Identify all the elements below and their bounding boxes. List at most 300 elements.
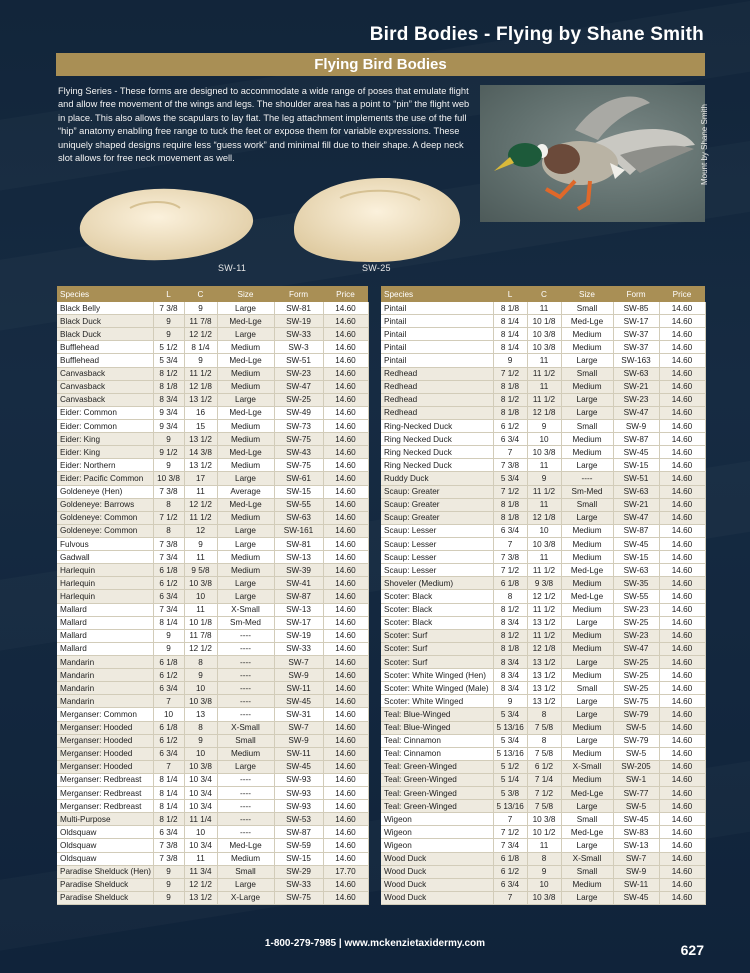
table-cell: 7 1/2 xyxy=(493,485,527,498)
table-cell: 14.60 xyxy=(323,551,368,564)
table-cell: 10 xyxy=(184,747,217,760)
table-cell: Medium xyxy=(217,459,274,472)
table-cell: Medium xyxy=(561,380,613,393)
table-row xyxy=(381,747,705,760)
table-cell: 8 1/8 xyxy=(493,511,527,524)
table-cell: 7 3/4 xyxy=(493,839,527,852)
table-cell: 7 5/8 xyxy=(527,747,561,760)
table-cell: Eider: King xyxy=(57,446,153,459)
table-cell: Large xyxy=(217,524,274,537)
table-cell: 11 7/8 xyxy=(184,629,217,642)
table-cell: Teal: Blue-Winged xyxy=(381,721,493,734)
table-cell: Black Duck xyxy=(57,328,153,341)
table-cell: 10 1/2 xyxy=(527,826,561,839)
table-cell: 6 1/2 xyxy=(493,865,527,878)
table-cell: SW-49 xyxy=(274,406,323,419)
table-cell: 14.60 xyxy=(659,616,705,629)
table-cell: Wigeon xyxy=(381,839,493,852)
table-cell: Average xyxy=(217,485,274,498)
table-cell: 9 xyxy=(527,419,561,432)
table-cell: 14.60 xyxy=(323,708,368,721)
table-cell: SW-11 xyxy=(274,747,323,760)
table-cell: Bufflehead xyxy=(57,354,153,367)
table-cell: Pintail xyxy=(381,302,493,315)
table-cell: Med-Lge xyxy=(217,498,274,511)
table-cell: 11 xyxy=(527,839,561,852)
table-cell: 14.60 xyxy=(323,682,368,695)
table-header-row xyxy=(57,286,368,302)
table-cell: Pintail xyxy=(381,341,493,354)
table-cell: 14.60 xyxy=(659,419,705,432)
table-cell: Mallard xyxy=(57,642,153,655)
table-cell: 10 3/4 xyxy=(184,800,217,813)
table-cell: Large xyxy=(217,878,274,891)
table-cell: 14.60 xyxy=(323,787,368,800)
table-cell: SW-23 xyxy=(274,367,323,380)
column-header: Price xyxy=(659,286,705,302)
table-cell: 14.60 xyxy=(659,878,705,891)
table-cell: Large xyxy=(217,302,274,315)
intro-paragraph: Flying Series - These forms are designed to accommodate a wide range of poses that emulate flight and allow free movement of the wings and legs. The shoulder area has a point to “pin” the flight web in place. This also allows the scapulars to lay flat. The leg attachment implements the use of the full “hip” anatomy enabling free range to tuck the feet or expose them for variable expressions. These uniquely shaped designs require less “guess work” and minimal fill due to their shape. A deep neck slot allows for free neck movement as well. xyxy=(58,86,470,164)
table-cell: Teal: Green-Winged xyxy=(381,760,493,773)
table-cell: 7 5/8 xyxy=(527,800,561,813)
table-cell: 11 1/4 xyxy=(184,813,217,826)
table-cell: SW-33 xyxy=(274,328,323,341)
table-cell: Scoter: White Winged xyxy=(381,695,493,708)
table-row xyxy=(381,813,705,826)
table-cell: Merganser: Common xyxy=(57,708,153,721)
table-cell: 9 xyxy=(153,642,184,655)
table-cell: Bufflehead xyxy=(57,341,153,354)
table-row xyxy=(381,734,705,747)
table-cell: 10 3/4 xyxy=(184,839,217,852)
duck-mount-photo xyxy=(480,85,705,222)
table-cell: 8 1/4 xyxy=(493,328,527,341)
table-row xyxy=(57,629,368,642)
table-cell: 6 1/2 xyxy=(153,577,184,590)
table-cell: Small xyxy=(217,865,274,878)
table-header-row xyxy=(381,286,705,302)
table-row xyxy=(381,419,705,432)
table-cell: Medium xyxy=(217,747,274,760)
table-cell: 14.60 xyxy=(323,760,368,773)
table-cell: 8 xyxy=(527,734,561,747)
table-cell: SW-59 xyxy=(274,839,323,852)
table-cell: Medium xyxy=(561,524,613,537)
table-cell: 9 xyxy=(493,695,527,708)
table-row xyxy=(57,419,368,432)
table-cell: 9 xyxy=(153,865,184,878)
table-cell: 12 1/8 xyxy=(527,511,561,524)
table-row xyxy=(381,669,705,682)
table-cell: 8 1/2 xyxy=(493,393,527,406)
table-cell: Teal: Green-Winged xyxy=(381,787,493,800)
table-cell: Medium xyxy=(561,433,613,446)
table-cell: 9 xyxy=(493,354,527,367)
table-cell: 14.60 xyxy=(659,551,705,564)
table-cell: SW-205 xyxy=(613,760,659,773)
table-row xyxy=(57,760,368,773)
table-row xyxy=(57,315,368,328)
table-cell: 14.60 xyxy=(659,682,705,695)
table-cell: 13 1/2 xyxy=(184,891,217,904)
table-cell: SW-79 xyxy=(613,708,659,721)
table-cell: 9 5/8 xyxy=(184,564,217,577)
table-cell: 14.60 xyxy=(323,813,368,826)
table-row xyxy=(381,878,705,891)
table-cell: 14.60 xyxy=(323,603,368,616)
table-cell: 14.60 xyxy=(659,800,705,813)
table-cell: Med-Lge xyxy=(561,787,613,800)
table-cell: 11 xyxy=(527,380,561,393)
table-cell: SW-43 xyxy=(274,446,323,459)
table-cell: Pintail xyxy=(381,354,493,367)
table-cell: 7 3/8 xyxy=(153,302,184,315)
table-cell: SW-13 xyxy=(274,551,323,564)
table-cell: 5 1/2 xyxy=(493,760,527,773)
table-cell: SW-45 xyxy=(613,891,659,904)
table-cell: Med-Lge xyxy=(561,315,613,328)
table-cell: Large xyxy=(561,459,613,472)
table-cell: Harlequin xyxy=(57,590,153,603)
table-row xyxy=(381,865,705,878)
table-cell: X-Small xyxy=(217,603,274,616)
table-cell: 5 1/2 xyxy=(153,341,184,354)
table-cell: 14.60 xyxy=(659,721,705,734)
table-cell: 6 3/4 xyxy=(153,590,184,603)
table-row xyxy=(381,551,705,564)
table-row xyxy=(57,524,368,537)
table-cell: SW-75 xyxy=(274,433,323,446)
table-cell: 5 3/4 xyxy=(493,734,527,747)
table-cell: 14.60 xyxy=(659,629,705,642)
table-cell: Eider: Common xyxy=(57,419,153,432)
table-cell: Pintail xyxy=(381,328,493,341)
table-cell: 12 xyxy=(184,524,217,537)
table-cell: 8 xyxy=(527,852,561,865)
table-cell: Paradise Shelduck xyxy=(57,891,153,904)
table-cell: 14.60 xyxy=(659,498,705,511)
table-cell: SW-5 xyxy=(613,721,659,734)
table-row xyxy=(381,485,705,498)
table-cell: Medium xyxy=(217,551,274,564)
table-cell: Merganser: Hooded xyxy=(57,760,153,773)
table-cell: Medium xyxy=(561,773,613,786)
table-cell: 6 1/2 xyxy=(527,760,561,773)
table-cell: 5 3/4 xyxy=(153,354,184,367)
table-cell: Scaup: Lesser xyxy=(381,551,493,564)
table-cell: SW-63 xyxy=(613,367,659,380)
table-cell: SW-47 xyxy=(274,380,323,393)
table-cell: SW-55 xyxy=(274,498,323,511)
table-row xyxy=(57,302,368,315)
table-cell: SW-45 xyxy=(274,695,323,708)
table-cell: 10 xyxy=(527,433,561,446)
table-cell: SW-21 xyxy=(613,380,659,393)
table-row xyxy=(381,524,705,537)
table-cell: Oldsquaw xyxy=(57,826,153,839)
table-cell: 6 1/8 xyxy=(493,852,527,865)
table-cell: Medium xyxy=(217,341,274,354)
table-cell: SW-75 xyxy=(613,695,659,708)
table-row xyxy=(57,747,368,760)
table-cell: Mandarin xyxy=(57,695,153,708)
table-row xyxy=(57,852,368,865)
table-cell: 13 1/2 xyxy=(527,695,561,708)
table-row xyxy=(57,734,368,747)
table-cell: 14.60 xyxy=(323,406,368,419)
table-row xyxy=(381,682,705,695)
table-cell: ---- xyxy=(217,669,274,682)
table-cell: 12 1/2 xyxy=(184,498,217,511)
table-cell: SW-51 xyxy=(274,354,323,367)
table-cell: Mandarin xyxy=(57,682,153,695)
table-row xyxy=(381,642,705,655)
table-cell: 14.60 xyxy=(323,328,368,341)
table-cell: Scoter: Black xyxy=(381,590,493,603)
table-row xyxy=(57,341,368,354)
table-cell: 14.60 xyxy=(323,498,368,511)
table-cell: SW-11 xyxy=(274,682,323,695)
table-cell: Goldeneye (Hen) xyxy=(57,485,153,498)
table-cell: 7 5/8 xyxy=(527,721,561,734)
table-cell: 14.60 xyxy=(659,747,705,760)
table-cell: 9 3/8 xyxy=(527,577,561,590)
table-cell: 6 3/4 xyxy=(493,524,527,537)
table-cell: 14.60 xyxy=(323,459,368,472)
table-cell: 8 1/2 xyxy=(493,603,527,616)
table-row xyxy=(57,682,368,695)
table-cell: 7 xyxy=(493,891,527,904)
table-row xyxy=(57,891,368,904)
table-row xyxy=(381,800,705,813)
table-row xyxy=(57,406,368,419)
table-cell: 9 xyxy=(153,328,184,341)
table-cell: Wood Duck xyxy=(381,865,493,878)
form-label-left: SW-11 xyxy=(218,263,247,273)
table-cell: Medium xyxy=(561,341,613,354)
table-cell: Large xyxy=(217,393,274,406)
table-cell: SW-85 xyxy=(613,302,659,315)
table-row xyxy=(57,367,368,380)
table-cell: 7 1/2 xyxy=(153,511,184,524)
table-row xyxy=(57,328,368,341)
table-cell: 6 3/4 xyxy=(153,747,184,760)
table-cell: Medium xyxy=(561,577,613,590)
table-cell: SW-77 xyxy=(613,787,659,800)
table-cell: Medium xyxy=(561,551,613,564)
table-cell: Eider: King xyxy=(57,433,153,446)
table-cell: 9 xyxy=(184,669,217,682)
table-cell: SW-63 xyxy=(613,564,659,577)
photo-credit: Mount by Shane Smith xyxy=(700,104,709,185)
table-cell: 14.60 xyxy=(659,642,705,655)
form-label-right: SW-25 xyxy=(362,263,391,273)
table-cell: 9 xyxy=(153,315,184,328)
table-cell: Scaup: Greater xyxy=(381,485,493,498)
table-cell: SW-93 xyxy=(274,800,323,813)
table-cell: 14.60 xyxy=(659,367,705,380)
table-cell: Black Belly xyxy=(57,302,153,315)
table-row xyxy=(57,721,368,734)
table-cell: 12 1/2 xyxy=(184,642,217,655)
table-cell: Scaup: Greater xyxy=(381,511,493,524)
table-cell: 8 1/4 xyxy=(153,787,184,800)
table-row xyxy=(57,800,368,813)
table-cell: Wood Duck xyxy=(381,878,493,891)
table-cell: Teal: Cinnamon xyxy=(381,747,493,760)
table-cell: 14.60 xyxy=(659,354,705,367)
table-cell: 8 3/4 xyxy=(493,616,527,629)
table-cell: ---- xyxy=(217,642,274,655)
table-cell: SW-17 xyxy=(274,616,323,629)
body-form-sw-25-image xyxy=(290,170,465,270)
column-header: L xyxy=(493,286,527,302)
table-cell: 10 xyxy=(184,590,217,603)
table-cell: Teal: Green-Winged xyxy=(381,800,493,813)
table-cell: 5 3/4 xyxy=(493,472,527,485)
table-cell: 8 1/4 xyxy=(184,341,217,354)
table-cell: 16 xyxy=(184,406,217,419)
table-cell: Med-Lge xyxy=(217,839,274,852)
table-cell: 7 3/8 xyxy=(153,839,184,852)
table-cell: SW-45 xyxy=(613,446,659,459)
table-cell: X-Small xyxy=(561,852,613,865)
table-cell: Large xyxy=(561,839,613,852)
table-cell: Medium xyxy=(561,642,613,655)
table-row xyxy=(381,511,705,524)
table-cell: Scoter: White Winged (Hen) xyxy=(381,669,493,682)
table-cell: 11 1/2 xyxy=(184,367,217,380)
table-cell: 6 1/2 xyxy=(493,419,527,432)
table-cell: SW-55 xyxy=(613,590,659,603)
footer-contact: 1-800-279-7985 | www.mckenzietaxidermy.com xyxy=(264,938,486,949)
table-cell: ---- xyxy=(217,629,274,642)
table-cell: 14.60 xyxy=(323,616,368,629)
table-cell: Large xyxy=(217,590,274,603)
table-cell: 14.60 xyxy=(659,839,705,852)
table-cell: Large xyxy=(217,760,274,773)
table-cell: Med-Lge xyxy=(561,564,613,577)
table-row xyxy=(57,695,368,708)
table-cell: 12 1/2 xyxy=(527,590,561,603)
table-row xyxy=(381,367,705,380)
table-cell: 9 3/4 xyxy=(153,419,184,432)
table-cell: Scoter: White Winged (Male) xyxy=(381,682,493,695)
table-cell: 11 1/2 xyxy=(527,367,561,380)
table-cell: SW-23 xyxy=(613,393,659,406)
column-header: C xyxy=(184,286,217,302)
table-cell: 10 xyxy=(527,878,561,891)
table-cell: 11 xyxy=(184,485,217,498)
table-cell: 14.60 xyxy=(659,446,705,459)
table-cell: 7 3/8 xyxy=(153,485,184,498)
table-cell: 10 3/8 xyxy=(153,472,184,485)
table-cell: SW-41 xyxy=(274,577,323,590)
table-row xyxy=(381,760,705,773)
table-cell: 14.60 xyxy=(659,537,705,550)
table-cell: 8 1/8 xyxy=(493,302,527,315)
table-row xyxy=(381,891,705,904)
table-cell: 11 xyxy=(527,354,561,367)
table-cell: SW-7 xyxy=(613,852,659,865)
table-cell: 9 xyxy=(184,302,217,315)
table-cell: 14.60 xyxy=(323,485,368,498)
table-cell: Eider: Pacific Common xyxy=(57,472,153,485)
table-row xyxy=(57,498,368,511)
table-cell: 14.60 xyxy=(323,524,368,537)
table-cell: 6 3/4 xyxy=(493,878,527,891)
table-cell: Mandarin xyxy=(57,655,153,668)
table-cell: 10 3/8 xyxy=(184,760,217,773)
table-cell: 8 xyxy=(184,655,217,668)
table-row xyxy=(57,655,368,668)
table-cell: Fulvous xyxy=(57,537,153,550)
table-row xyxy=(381,564,705,577)
table-cell: Small xyxy=(561,419,613,432)
table-cell: Wood Duck xyxy=(381,891,493,904)
table-cell: Large xyxy=(561,800,613,813)
table-cell: Small xyxy=(561,498,613,511)
table-row xyxy=(381,708,705,721)
table-cell: 11 xyxy=(527,551,561,564)
column-header: Form xyxy=(613,286,659,302)
table-row xyxy=(57,551,368,564)
table-cell: 5 13/16 xyxy=(493,800,527,813)
table-cell: 6 1/8 xyxy=(153,721,184,734)
table-cell: Medium xyxy=(561,669,613,682)
table-cell: Small xyxy=(561,367,613,380)
table-cell: SW-7 xyxy=(274,655,323,668)
table-cell: Eider: Common xyxy=(57,406,153,419)
table-cell: 14.60 xyxy=(323,367,368,380)
table-cell: Med-Lge xyxy=(217,406,274,419)
table-cell: 14.60 xyxy=(659,708,705,721)
table-cell: 7 1/4 xyxy=(527,773,561,786)
table-cell: Eider: Northern xyxy=(57,459,153,472)
table-cell: 14.60 xyxy=(659,590,705,603)
table-cell: 9 xyxy=(184,734,217,747)
table-cell: SW-33 xyxy=(274,878,323,891)
table-cell: SW-25 xyxy=(613,616,659,629)
table-row xyxy=(381,655,705,668)
table-cell: 14.60 xyxy=(659,787,705,800)
table-cell: 7 1/2 xyxy=(493,826,527,839)
table-cell: 9 xyxy=(153,459,184,472)
table-cell: 6 1/2 xyxy=(153,734,184,747)
table-cell: 10 3/8 xyxy=(184,695,217,708)
table-cell: 13 1/2 xyxy=(184,433,217,446)
table-cell: 6 3/4 xyxy=(153,682,184,695)
table-cell: SW-81 xyxy=(274,537,323,550)
table-cell: Small xyxy=(561,682,613,695)
table-row xyxy=(381,433,705,446)
table-cell: Harlequin xyxy=(57,564,153,577)
table-cell: 11 1/2 xyxy=(527,603,561,616)
table-cell: Scoter: Surf xyxy=(381,629,493,642)
table-cell: SW-9 xyxy=(274,669,323,682)
table-row xyxy=(57,577,368,590)
table-cell: 5 13/16 xyxy=(493,747,527,760)
table-cell: Black Duck xyxy=(57,315,153,328)
table-cell: Canvasback xyxy=(57,380,153,393)
table-cell: Paradise Shelduck (Hen) xyxy=(57,865,153,878)
table-cell: Medium xyxy=(217,367,274,380)
table-cell: 14.60 xyxy=(323,472,368,485)
table-cell: 14.60 xyxy=(659,773,705,786)
table-cell: 14.60 xyxy=(323,433,368,446)
table-cell: 8 xyxy=(527,708,561,721)
